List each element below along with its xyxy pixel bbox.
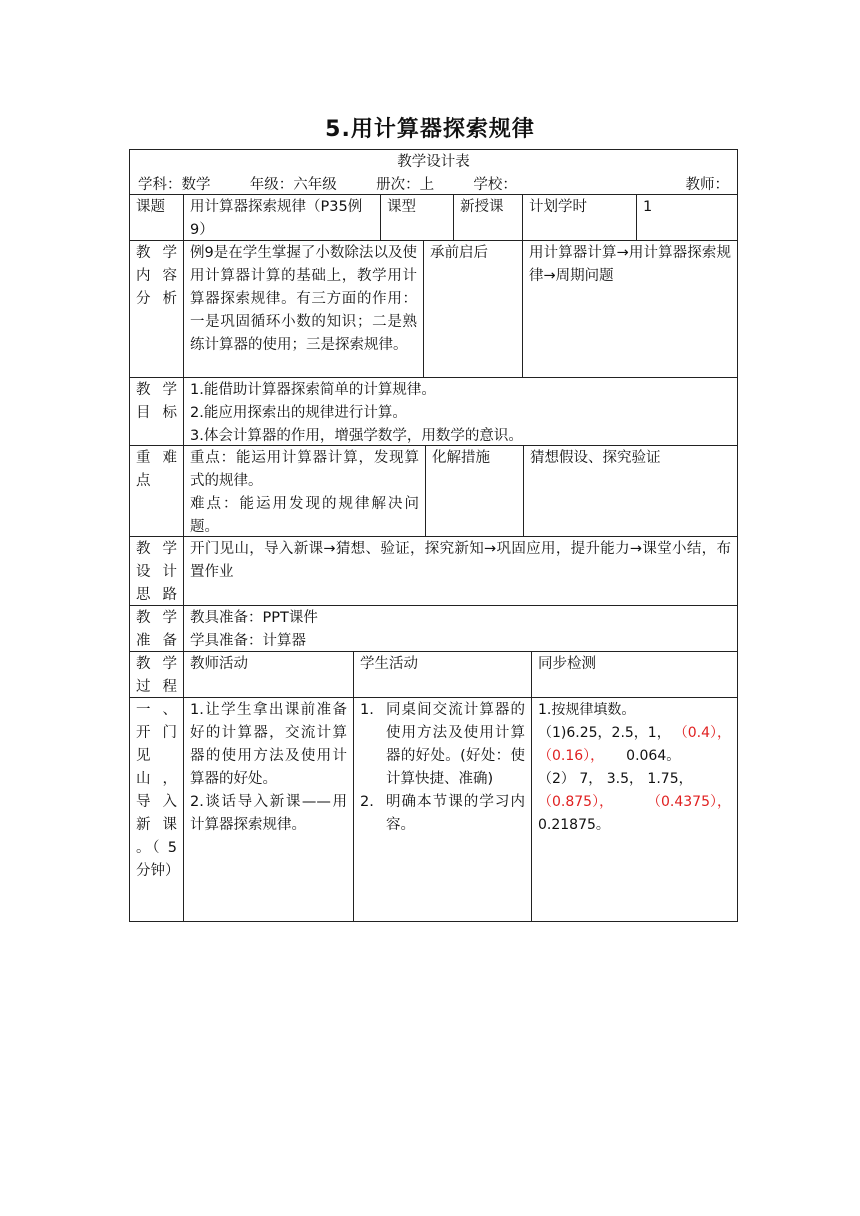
goal-item: 3.体会计算器的作用，增强学数学，用数学的意识。	[190, 428, 523, 444]
check-question-2: （2） 7， 3.5， 1.75，	[538, 771, 693, 787]
process-label: 教学过程	[129, 651, 184, 698]
check-answer: （0.4），	[673, 725, 731, 741]
preparation-label: 教学准备	[129, 605, 184, 652]
measure-text: 猜想假设、探究验证	[523, 445, 738, 537]
student-step: 同桌间交流计算器的使用方法及使用计算器的好处。(好处：使计算快捷、准确)	[386, 702, 525, 787]
stage-1-student	[353, 697, 532, 922]
student-prep: 学具准备：计算器	[190, 633, 306, 649]
check-title: 1.按规律填数。	[538, 702, 636, 718]
key-points-label: 重难点	[129, 445, 184, 537]
teacher-step: 1.让学生拿出课前准备好的计算器，交流计算器的使用方法及使用计算器的好处。	[190, 702, 347, 787]
topic-label: 课题	[129, 194, 184, 241]
stage-1-check	[531, 697, 738, 922]
grade: 年级：六年级	[249, 177, 337, 193]
content-analysis-text: 例9是在学生掌握了小数除法以及使用计算器计算的基础上，教学用计算器探索规律。有三方面的作用：一是巩固循环小数的知识；二是熟练计算器的使用；三是探索规律。	[183, 240, 424, 378]
type-value: 新授课	[453, 194, 523, 241]
goals-list	[183, 377, 738, 446]
check-answer: （0.875），	[538, 794, 614, 810]
teacher-prep: 教具准备：PPT课件	[190, 610, 318, 626]
difficult-point: 难点：能运用发现的规律解决问题。	[190, 496, 419, 535]
design-idea-text: 开门见山，导入新课→猜想、验证，探究新知→巩固应用，提升能力→课堂小结，布置作业	[183, 536, 738, 606]
goals-label: 教学目标	[129, 377, 184, 446]
school: 学校：	[473, 177, 517, 193]
topic-value: 用计算器探索规律（P35例9）	[183, 194, 381, 241]
col-teacher-activity: 教师活动	[183, 651, 354, 698]
stage-1-teacher	[183, 697, 354, 922]
student-step: 明确本节课的学习内容。	[386, 794, 525, 833]
teacher: 教师：	[685, 177, 729, 193]
goal-item: 2.能应用探索出的规律进行计算。	[190, 405, 407, 421]
key-point: 重点：能运用计算器计算，发现算式的规律。	[190, 450, 419, 489]
design-idea-label: 教学设计思路	[129, 536, 184, 606]
check-answer: （0.16），	[538, 748, 605, 764]
page-title: 5.用计算器探索规律	[325, 117, 535, 142]
link-text: 用计算器计算→用计算器探索规律→周期问题	[522, 240, 738, 378]
link-label: 承前启后	[423, 240, 523, 378]
volume: 册次：上	[376, 177, 435, 193]
col-student-activity: 学生活动	[353, 651, 532, 698]
student-step-number: 1.	[360, 702, 374, 718]
check-answer: （0.4375），	[647, 794, 731, 810]
type-label: 课型	[380, 194, 454, 241]
measure-label: 化解措施	[425, 445, 524, 537]
table-header	[129, 149, 738, 195]
col-sync-check: 同步检测	[531, 651, 738, 698]
stage-1-label: 一、开门见山，导入新课 。（ 5分钟）	[129, 697, 184, 922]
table-title: 教学设计表	[397, 154, 470, 170]
goal-item: 1.能借助计算器探索简单的计算规律。	[190, 382, 436, 398]
content-analysis-label: 教学内容分析	[129, 240, 184, 378]
hours-label: 计划学时	[522, 194, 637, 241]
check-sequence: 0.064。	[626, 748, 681, 764]
check-question-1	[538, 722, 731, 745]
subject: 学科：数学	[138, 177, 211, 193]
check-sequence: （1)6.25，2.5，1，	[538, 725, 671, 741]
student-step-number: 2.	[360, 794, 374, 810]
lesson-design-table	[129, 149, 738, 922]
teacher-step: 2.谈话导入新课——用计算器探索规律。	[190, 794, 347, 833]
key-points-text	[183, 445, 426, 537]
check-sequence: 0.21875。	[538, 817, 610, 833]
preparation-text	[183, 605, 738, 652]
hours-value: 1	[636, 194, 738, 241]
